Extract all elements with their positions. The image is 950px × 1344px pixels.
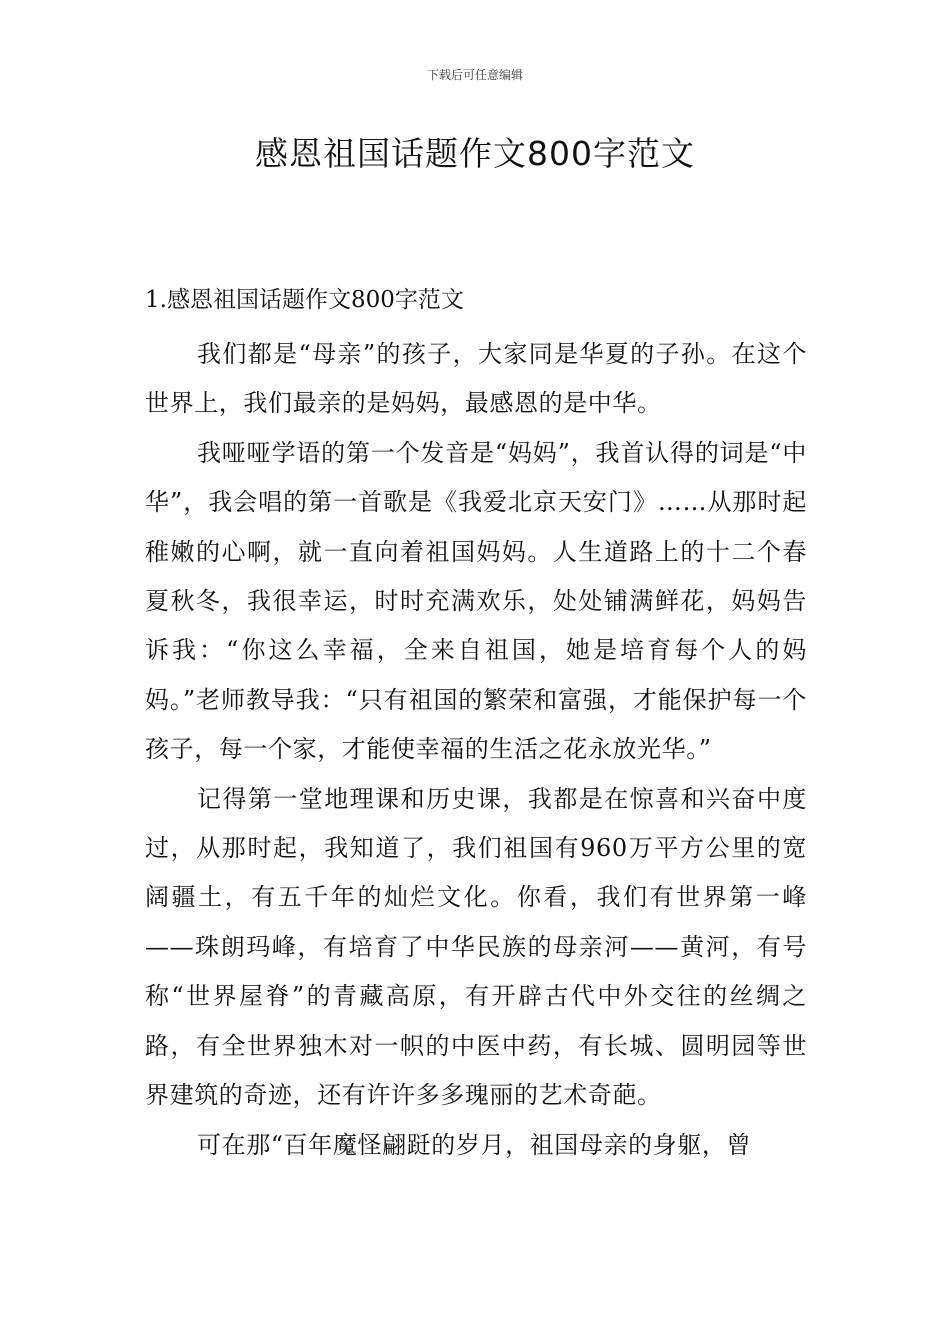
paragraph: 我哑哑学语的第一个发音是“妈妈”，我首认得的词是“中华”，我会唱的第一首歌是《我爱北京天安门》……从那时起稚嫩的心啊，就一直向着祖国妈妈。人生道路上的十二个春夏秋冬，我很幸运，时时充满欢乐，处处铺满鲜花，妈妈告诉我：“你这么幸福，全来自祖国，她是培育每个人的妈妈。”老师教导我：“只有祖国的繁荣和富强，才能保护每一个孩子，每一个家，才能使幸福的生活之花永放光华。” (145, 438, 807, 764)
paragraph: 可在那“百年魔怪翩跹的岁月，祖国母亲的身躯，曾 (197, 1130, 752, 1159)
paragraph: 记得第一堂地理课和历史课，我都是在惊喜和兴奋中度过，从那时起，我知道了，我们祖国有960万平方公里的宽阔疆土，有五千年的灿烂文化。你看，我们有世界第一峰——珠朗玛峰，有培育了中华民族的母亲河——黄河，有号称“世界屋脊”的青藏高原，有开辟古代中外交往的丝绸之路，有全世界独木对一帜的中医中药，有长城、圆明园等世界建筑的奇迹，还有许许多多瑰丽的艺术奇葩。 (145, 784, 807, 1110)
document-title: 感恩祖国话题作文800字范文 (255, 134, 695, 173)
paragraph: 我们都是“母亲”的孩子，大家同是华夏的子孙。在这个世界上，我们最亲的是妈妈，最感恩的是中华。 (145, 340, 807, 418)
section-heading: 1.感恩祖国话题作文800字范文 (145, 287, 464, 313)
header-note: 下载后可任意编辑 (426, 68, 523, 82)
body-text (145, 330, 807, 1170)
